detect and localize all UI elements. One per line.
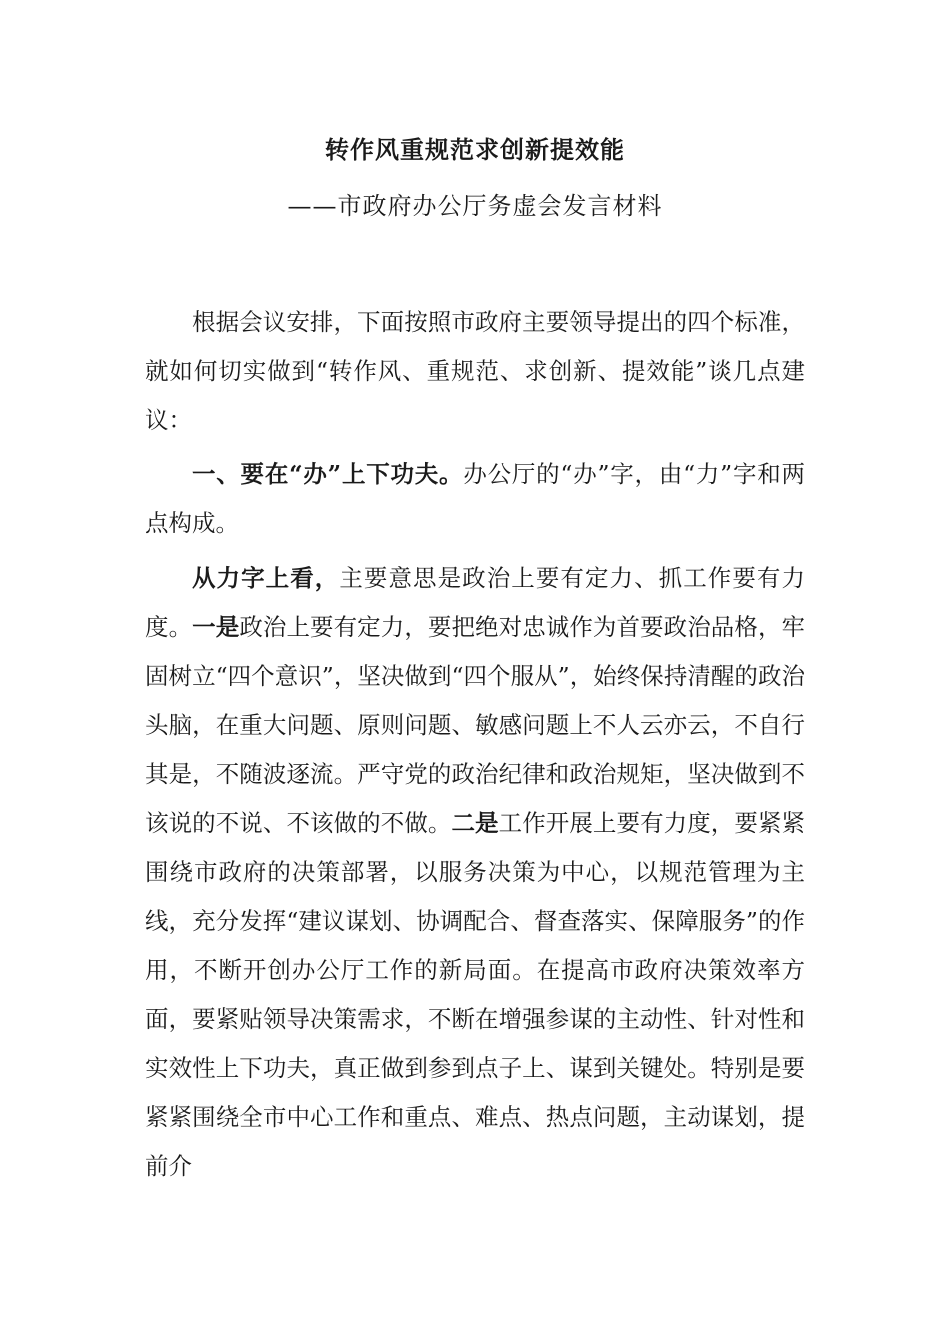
paragraph-section-one-text: 办公厅的“办”字，由“力”字和两点构成。	[145, 460, 805, 537]
paragraph-text-part-2: 政治上要有定力，要把绝对忠诚作为首要政治品格，牢固树立“四个意识”，坚决做到“四个服从”，始终保持清醒的政治头脑，在重大问题、原则问题、敏感问题上不人云亦云，不自行其是，不随波逐流。严守党的政治纪律和政治规矩，坚决做到不该说的不说、不该做的不做。	[145, 613, 806, 837]
paragraph-intro-text: 根据会议安排，下面按照市政府主要领导提出的四个标准，就如何切实做到“转作风、重规范、求创新、提效能”谈几点建议：	[145, 308, 805, 434]
paragraph-lead: 从力字上看，	[192, 564, 340, 592]
point-marker-two: 二是	[451, 809, 499, 837]
paragraph-section-one	[145, 450, 805, 548]
section-heading: 一、要在“办”上下功夫。	[192, 460, 464, 488]
document-title: 转作风重规范求创新提效能	[325, 135, 625, 164]
paragraph-text-part-1: 主要意思是政治上要有定力、抓工作要有力度。	[145, 564, 805, 641]
paragraph-intro	[145, 298, 805, 445]
document-subtitle: ——市政府办公厅务虚会发言材料	[287, 192, 663, 220]
point-marker-one: 一是	[192, 613, 240, 641]
paragraph-text-part-3: 工作开展上要有力度，要紧紧围绕市政府的决策部署，以服务决策为中心，以规范管理为主线，充分发挥“建议谋划、协调配合、督查落实、保障服务”的作用，不断开创办公厅工作的新局面。在提高市政府决策效率方面，要紧贴领导决策需求，不断在增强参谋的主动性、针对性和实效性上下功夫，真正做到参到点子上、谋到关键处。特别是要紧紧围绕全市中心工作和重点、难点、热点问题，主动谋划，提前介	[145, 809, 806, 1180]
paragraph-strength	[145, 554, 805, 1191]
